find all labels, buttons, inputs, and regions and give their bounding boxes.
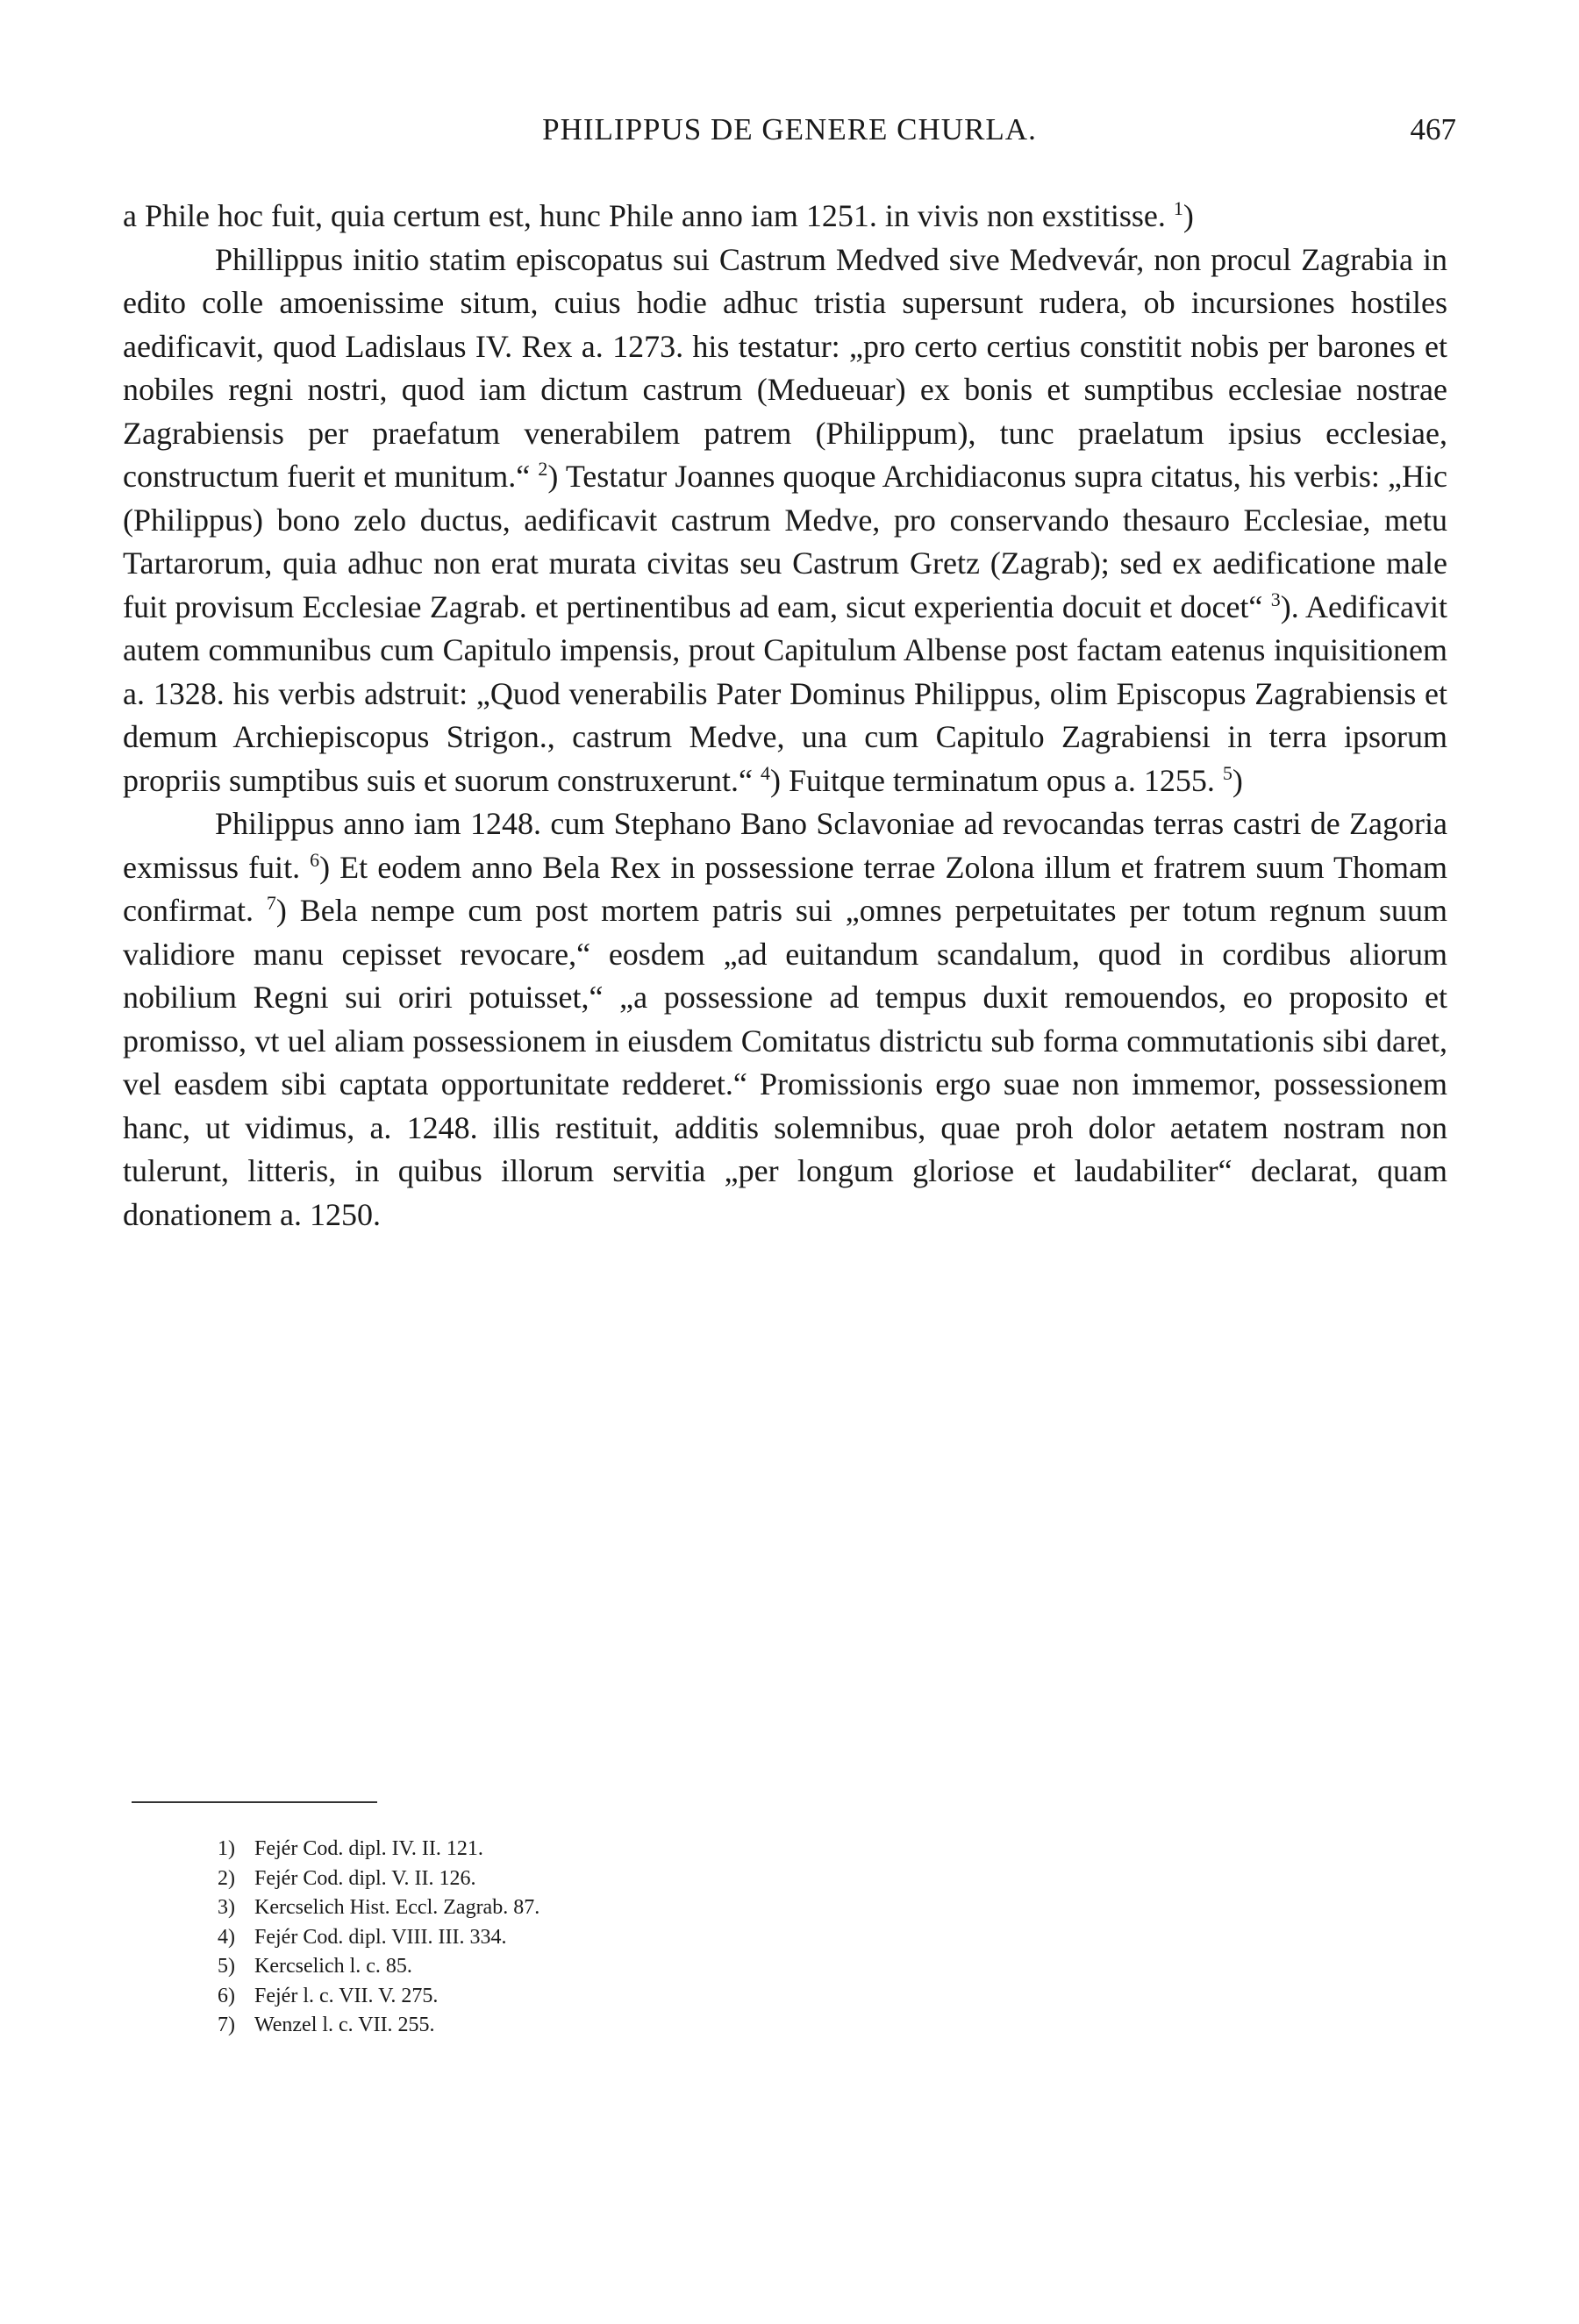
running-title: PHILIPPUS DE GENERE CHURLA. xyxy=(542,112,1037,146)
footnote-number: 2) xyxy=(218,1866,235,1890)
text-run: ). Aedificavit autem communibus cum Capitulo impensis, prout Capitulum Albense post factam eatenus inquisitionem a. 1328. his verbis adstruit: „Quod venerabilis Pater Dominus Philippus, olim Episcopus Zagrabiensis et demum Archiepiscopus Strigon., castrum Medve, una cum Capitulo Zagrabiensi in terra ipsorum propriis sumptibus suis et suorum construxerunt.“ xyxy=(123,588,1447,798)
footnote-number: 4) xyxy=(218,1925,235,1949)
footnote-text: Fejér Cod. dipl. V. II. 126. xyxy=(254,1866,476,1890)
page-number: 467 xyxy=(1410,112,1456,146)
footnote-text: Fejér Cod. dipl. VIII. III. 334. xyxy=(254,1925,507,1949)
text-run: ) Fuitque terminatum opus a. 1255. xyxy=(769,762,1223,798)
footnote xyxy=(218,1952,539,1982)
footnote xyxy=(218,1893,539,1923)
footnote-ref: 4 xyxy=(760,761,770,784)
footnote-text: Fejér Cod. dipl. IV. II. 121. xyxy=(254,1837,483,1860)
footnote-text: Wenzel l. c. VII. 255. xyxy=(254,2014,435,2036)
footnote-ref: 1 xyxy=(1173,197,1183,219)
footnote-number: 6) xyxy=(218,1984,235,2007)
footnote-rule xyxy=(132,1801,377,1803)
paragraph-3 xyxy=(123,802,1447,1237)
footnote-number: 1) xyxy=(218,1837,235,1860)
paragraph-1 xyxy=(123,195,1447,239)
footnote-number: 5) xyxy=(218,1955,235,1978)
main-text xyxy=(123,195,1447,1237)
footnote-ref: 5 xyxy=(1222,761,1232,784)
text-run: ) Testatur Joannes quoque Archidiaconus supra citatus, his verbis: „Hic (Philippus) bono zelo ductus, aedificavit castrum Medve, pro conservando thesauro Ecclesiae, metu Tartarorum, quia adhuc non erat murata civitas seu Castrum Gretz (Zagrab); sed ex aedificatione male fuit provisum Ecclesiae Zagrab. et pertinentibus ad eam, sicut experientia docuit et docet“ xyxy=(123,459,1447,624)
text-run: ) xyxy=(1182,198,1194,233)
footnote-text: Kercselich Hist. Eccl. Zagrab. 87. xyxy=(254,1896,540,1919)
text-run: ) Et eodem anno Bela Rex in possessione terrae Zolona illum et fratrem suum Thomam confirmat. xyxy=(123,849,1447,928)
footnote-ref: 3 xyxy=(1270,588,1281,610)
page-header xyxy=(123,112,1456,156)
footnote xyxy=(218,1835,539,1864)
footnote-number: 3) xyxy=(218,1896,235,1919)
text-run: ) xyxy=(1232,762,1243,798)
text-run: a Phile hoc fuit, quia certum est, hunc Phile anno iam 1251. in vivis non exstitisse. xyxy=(123,198,1174,233)
text-run: ) Bela nempe cum post mortem patris sui „omnes perpetuitates per totum regnum suum validiore manu cepisset revocare,“ eosdem „ad euitandum scandalum, quod in cordibus aliorum nobilium Regni sui oriri potuisset,“ „a possessione ad tempus duxit remouendos, eo proposito et promisso, vt uel aliam possessionem in eiusdem Comitatus districtu sub forma commutationis sibi daret, vel easdem sibi captata opportunitate redderet.“ Promissionis ergo suae non immemor, possessionem hanc, ut vidimus, a. 1248. illis restituit, additis solemnibus, quae proh dolor aetatem nostram non tulerunt, litteris, in quibus illorum servitia „per longum gloriose et laudabiliter“ declarat, quam donationem a. 1250. xyxy=(123,893,1447,1232)
footnote-text: Fejér l. c. VII. V. 275. xyxy=(254,1984,439,2007)
footnote-ref: 7 xyxy=(266,892,276,914)
text-run: Phillippus initio statim episcopatus sui Castrum Medved sive Medvevár, non procul Zagrabia in edito colle amoenissime situm, cuius hodie adhuc tristia supersunt rudera, ob incursiones hostiles aedificavit, quod Ladislaus IV. Rex a. 1273. his testatur: „pro certo certius constitit nobis per barones et nobiles regni nostri, quod iam dictum castrum (Medueuar) ex bonis et sumptibus ecclesiae nostrae Zagrabiensis per praefatum venerabilem patrem (Philippum), tunc praelatum ipsius ecclesiae, constructum fuerit et munitum.“ xyxy=(123,241,1447,494)
footnote-ref: 2 xyxy=(538,458,548,480)
footnotes xyxy=(218,1835,539,2041)
footnote-text: Kercselich l. c. 85. xyxy=(254,1955,412,1978)
footnote-number: 7) xyxy=(218,2014,235,2036)
footnote xyxy=(218,1982,539,2012)
footnote xyxy=(218,1864,539,1894)
paragraph-2 xyxy=(123,239,1447,803)
text-run: Philippus anno iam 1248. cum Stephano Bano Sclavoniae ad revocandas terras castri de Zagoria exmissus fuit. xyxy=(123,806,1447,885)
footnote xyxy=(218,2011,539,2041)
footnote-ref: 6 xyxy=(310,848,320,871)
footnote xyxy=(218,1923,539,1953)
